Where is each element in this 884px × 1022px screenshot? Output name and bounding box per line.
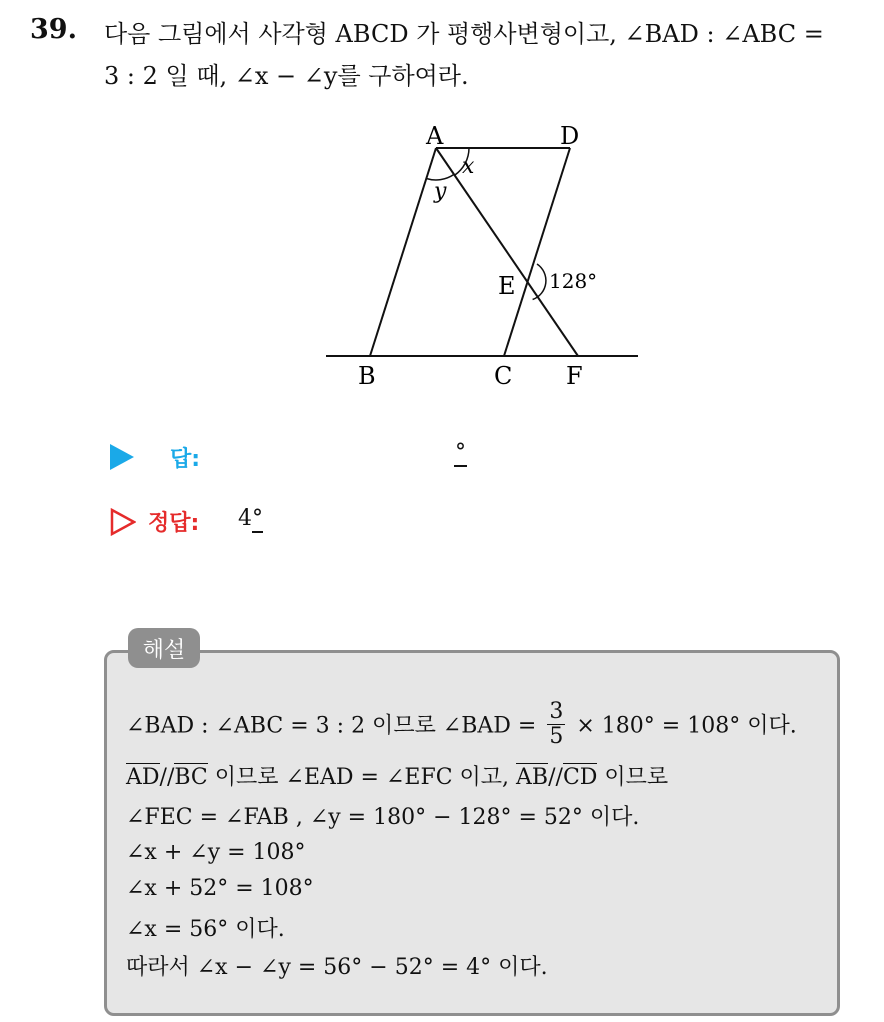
label-128-degrees: 128° — [549, 269, 598, 293]
label-x: x — [462, 154, 475, 179]
answer-label: 답: — [170, 447, 201, 472]
solution-line1 — [126, 699, 797, 751]
solution-line7: 따라서 ∠x − ∠y = 56° − 52° = 4° 이다. — [126, 955, 548, 980]
solution-line1-post: × 180° = 108° 이다. — [576, 713, 797, 739]
correct-answer-unit: ° — [252, 506, 263, 531]
parallel-sign-2: // — [548, 765, 563, 790]
solution-line1-pre: ∠BAD : ∠ABC = 3 : 2 이므로 ∠BAD = — [126, 713, 537, 739]
solution-line5: ∠x + 52° = 108° — [126, 876, 314, 901]
label-D: D — [560, 122, 580, 150]
solution-line2 — [126, 760, 668, 791]
segment-DC — [504, 148, 570, 356]
segment-AB-overline: AB — [516, 765, 549, 790]
fraction-denominator: 5 — [549, 724, 564, 750]
segment-CD-overline: CD — [562, 765, 598, 790]
label-B: B — [358, 362, 376, 390]
solution-line4: ∠x + ∠y = 108° — [126, 840, 306, 865]
label-C: C — [494, 362, 513, 390]
correct-answer-value — [238, 506, 263, 531]
question-number: 39. — [30, 14, 77, 45]
solution-line2-mid: 이므로 ∠EAD = ∠EFC 이고, — [207, 765, 517, 790]
label-F: F — [566, 362, 583, 390]
label-y: y — [434, 179, 447, 204]
segment-AF — [436, 148, 578, 356]
question-text-line2: 3 : 2 일 때, ∠x − ∠y를 구하여라. — [104, 62, 469, 90]
parallel-sign: // — [159, 765, 175, 790]
play-triangle-icon — [110, 444, 134, 470]
outline-triangle-icon — [110, 508, 136, 536]
solution-line3: ∠FEC = ∠FAB , ∠y = 180° − 128° = 52° 이다. — [126, 805, 640, 830]
parallelogram-figure — [320, 118, 650, 400]
correct-answer-label: 정답: — [148, 511, 200, 536]
solution-tag: 해설 — [128, 628, 200, 668]
answer-blank[interactable] — [454, 440, 467, 467]
answer-blank-unit: ° — [454, 441, 467, 467]
solution-line2-end: 이므로 — [597, 765, 669, 790]
correct-answer-number: 4 — [238, 506, 252, 531]
segment-BC-overline: BC — [174, 765, 208, 790]
segment-AD-overline: AD — [126, 765, 160, 790]
fraction-numerator: 3 — [549, 699, 564, 724]
label-E: E — [498, 272, 516, 300]
label-A: A — [426, 122, 444, 150]
fraction-three-fifths — [547, 700, 565, 749]
solution-line6: ∠x = 56° 이다. — [126, 917, 285, 942]
question-text-line1: 다음 그림에서 사각형 ABCD 가 평행사변형이고, ∠BAD : ∠ABC = — [104, 20, 824, 48]
